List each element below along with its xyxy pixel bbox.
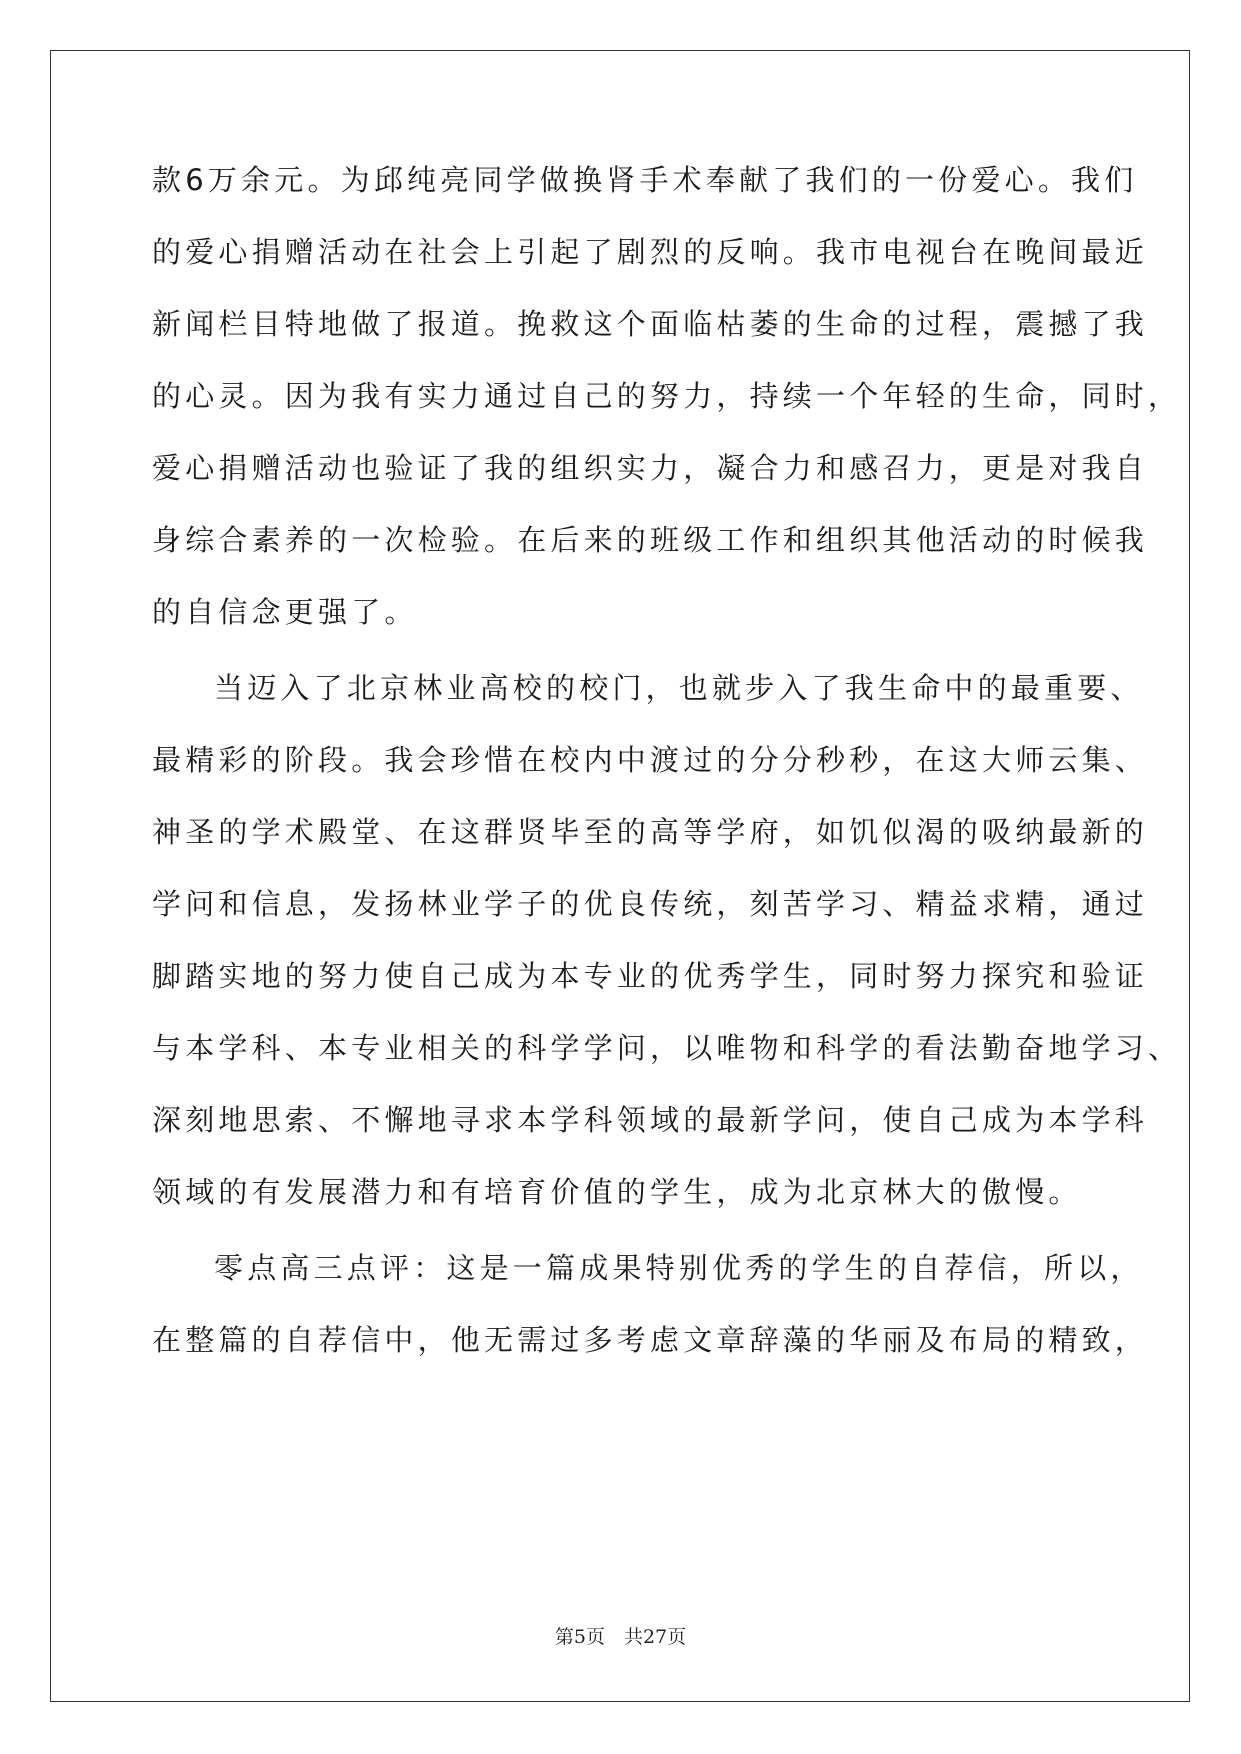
body-line: 在整篇的自荐信中，他无需过多考虑文章辞藻的华丽及布局的精致，	[152, 1323, 1149, 1357]
body-line: 的心灵。因为我有实力通过自己的努力，持续一个年轻的生命，同时，	[152, 379, 1182, 413]
body-line: 的爱心捐赠活动在社会上引起了剧烈的反响。我市电视台在晚间最近	[152, 235, 1149, 269]
body-line: 最精彩的阶段。我会珍惜在校内中渡过的分分秒秒，在这大师云集、	[152, 743, 1149, 777]
body-line: 领域的有发展潜力和有培育价值的学生，成为北京林大的傲慢。	[152, 1175, 1082, 1209]
paragraph-first-line: 零点高三点评：这是一篇成果特别优秀的学生的自荐信，所以，	[214, 1251, 1144, 1285]
body-line: 神圣的学术殿堂、在这群贤毕至的高等学府，如饥似渴的吸纳最新的	[152, 815, 1149, 849]
body-line: 新闻栏目特地做了报道。挽救这个面临枯萎的生命的过程，震撼了我	[152, 307, 1149, 341]
page-border	[50, 50, 1190, 1702]
body-line: 学问和信息，发扬林业学子的优良传统，刻苦学习、精益求精，通过	[152, 887, 1149, 921]
body-line: 深刻地思索、不懈地寻求本学科领域的最新学问，使自己成为本学科	[152, 1103, 1149, 1137]
body-line: 的自信念更强了。	[152, 595, 418, 629]
body-line: 身综合素养的一次检验。在后来的班级工作和组织其他活动的时候我	[152, 523, 1149, 557]
page-number-footer: 第5页 共27页	[554, 1626, 687, 1648]
body-line: 款6万余元。为邱纯亮同学做换肾手术奉献了我们的一份爱心。我们	[152, 163, 1138, 197]
body-line: 与本学科、本专业相关的科学学问，以唯物和科学的看法勤奋地学习、	[152, 1031, 1182, 1065]
body-line: 脚踏实地的努力使自己成为本专业的优秀学生，同时努力探究和验证	[152, 959, 1149, 993]
body-line: 爱心捐赠活动也验证了我的组织实力，凝合力和感召力，更是对我自	[152, 451, 1149, 485]
paragraph-first-line: 当迈入了北京林业高校的校门，也就步入了我生命中的最重要、	[214, 671, 1144, 705]
